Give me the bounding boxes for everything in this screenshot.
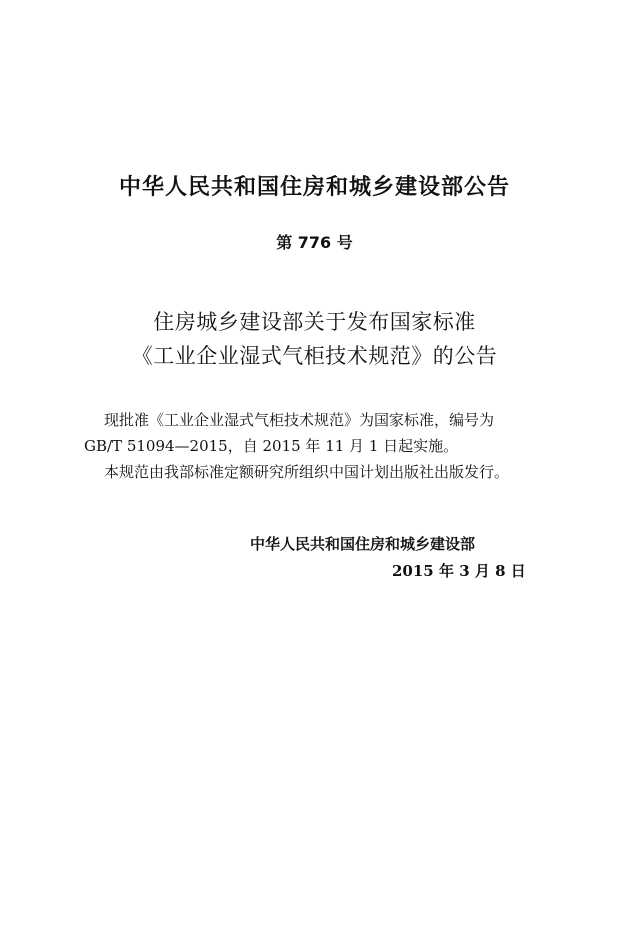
announcement-title: 中华人民共和国住房和城乡建设部公告 — [118, 175, 510, 200]
signature-date: 2015 年 3 月 8 日 — [392, 562, 526, 580]
heading-line-2: 《工业企业湿式气柜技术规范》的公告 — [131, 344, 498, 368]
paragraph-1-line-1: 现批准《工业企业湿式气柜技术规范》为国家标准，编号为 — [104, 411, 495, 429]
paragraph-2: 本规范由我部标准定额研究所组织中国计划出版社出版发行。 — [104, 463, 510, 481]
signature-organization: 中华人民共和国住房和城乡建设部 — [250, 535, 476, 553]
announcement-number: 第 776 号 — [276, 233, 353, 252]
heading-line-1: 住房城乡建设部关于发布国家标准 — [153, 310, 476, 334]
paragraph-1-line-2: GB/T 51094—2015，自 2015 年 11 月 1 日起实施。 — [84, 437, 459, 455]
